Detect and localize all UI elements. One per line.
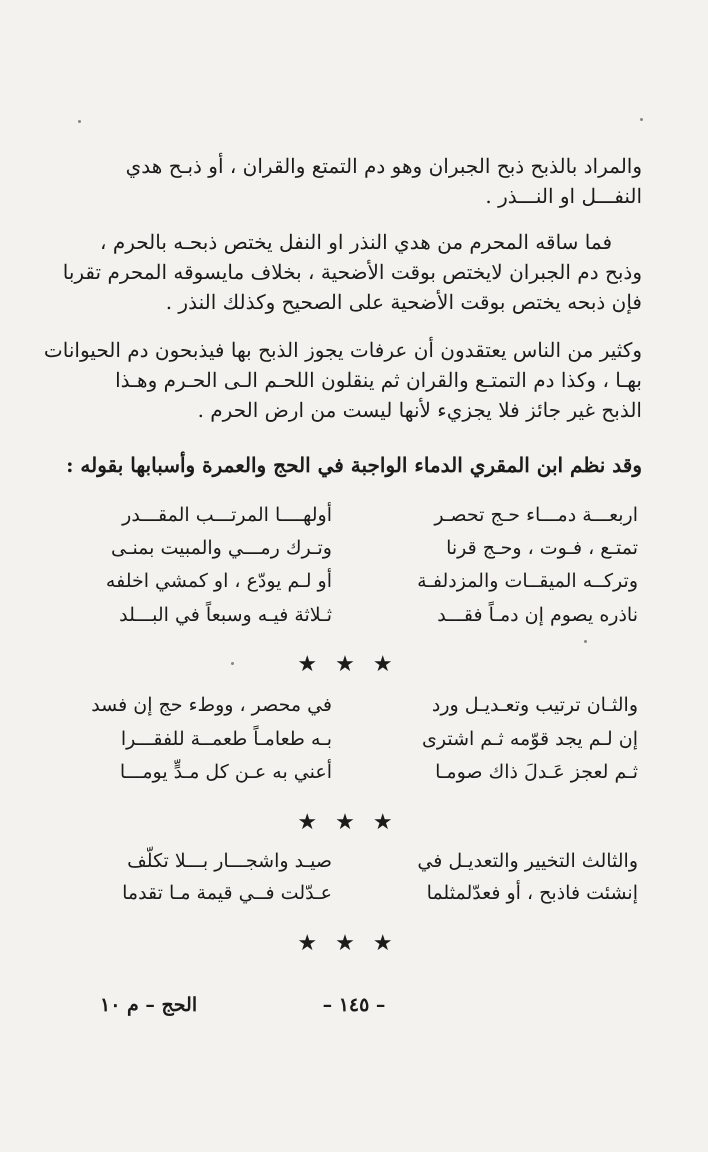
poem-intro-heading: وقد نظم ابن المقري الدماء الواجبة في الحج والعمرة وأسبابها بقوله : xyxy=(66,453,642,477)
verse-7-second-hemistich: أعني به عـن كل مـدٍّ يومـــا xyxy=(119,761,332,783)
paragraph-3-line-3: الذبح غير جائز فلا يجزيء لأنها ليست من ارض الحرم . xyxy=(197,398,642,422)
verse-8-second-hemistich: صيـد واشجـــار بـــلا تكلّف xyxy=(127,850,332,872)
signature-mark: الحج – م ١٠ xyxy=(100,994,198,1016)
verse-1-first-hemistich: اربعـــة دمـــاء حـج تحصـر xyxy=(434,504,638,526)
page-number: – ١٤٥ – xyxy=(322,994,386,1016)
verse-9-second-hemistich: عـدّلت فــي قيمة مـا تقدما xyxy=(122,882,332,904)
verse-8-first-hemistich: والثالث التخيير والتعديـل في xyxy=(417,850,638,872)
verse-6-second-hemistich: بـه طعامـاً طعمــة للفقـــرا xyxy=(120,728,332,750)
paragraph-3-line-2: بهـا ، وكذا دم التمتـع والقران ثم ينقلون اللحـم الـى الحـرم وهـذا xyxy=(115,368,642,392)
verse-5-second-hemistich: في محصر ، ووطء حج إن فسد xyxy=(91,694,332,716)
star-separator: ★★★ xyxy=(297,652,411,677)
verse-4-second-hemistich: ثـلاثة فيـه وسبعاً في البـــلد xyxy=(119,604,332,626)
paragraph-2-line-1: فما ساقه المحرم من هدي النذر او النفل يختص ذبحـه بالحرم ، xyxy=(100,230,612,254)
verse-3-second-hemistich: أو لـم يودّع ، او كمشي اخلفه xyxy=(105,570,332,592)
star-separator: ★★★ xyxy=(297,810,411,835)
star-separator: ★★★ xyxy=(297,931,411,956)
verse-1-second-hemistich: أولهــــا المرتـــب المقـــدر xyxy=(122,504,332,526)
paragraph-1-line-2: النفـــل او النـــذر . xyxy=(485,184,642,208)
scan-speck xyxy=(78,120,81,123)
paragraph-3-line-1: وكثير من الناس يعتقدون أن عرفات يجوز الذبح بها فيذبحون دم الحيوانات xyxy=(43,338,642,362)
verse-2-first-hemistich: تمتـع ، فـوت ، وحـج قرنا xyxy=(446,537,638,559)
verse-9-first-hemistich: إنشئت فاذبح ، أو فعدّلمثلما xyxy=(426,882,638,904)
paragraph-2-line-3: فإن ذبحه يختص بوقت الأضحية على الصحيح وكذلك النذر . xyxy=(165,290,642,314)
paragraph-1-line-1: والمراد بالذبح ذبح الجبران وهو دم التمتع والقران ، أو ذبـح هدي xyxy=(125,154,642,178)
scan-speck xyxy=(640,118,643,121)
verse-3-first-hemistich: وتركــه الميقــات والمزدلفـة xyxy=(417,570,638,592)
verse-6-first-hemistich: إن لـم يجد قوّمه ثـم اشترى xyxy=(421,728,638,750)
verse-5-first-hemistich: والثـان ترتيب وتعـديـل ورد xyxy=(431,694,638,716)
scan-speck xyxy=(584,640,587,643)
scan-speck xyxy=(231,662,234,665)
paragraph-2-line-2: وذبح دم الجبران لايختص بوقت الأضحية ، بخلاف مايسوقه المحرم تقربا xyxy=(62,260,642,284)
verse-7-first-hemistich: ثـم لعجز عَـدلَ ذاك صومـا xyxy=(435,761,638,783)
verse-4-first-hemistich: ناذره يصوم إن دمـاً فقـــد xyxy=(437,604,638,626)
verse-2-second-hemistich: وتـرك رمـــي والمبيت بمنـى xyxy=(111,537,332,559)
